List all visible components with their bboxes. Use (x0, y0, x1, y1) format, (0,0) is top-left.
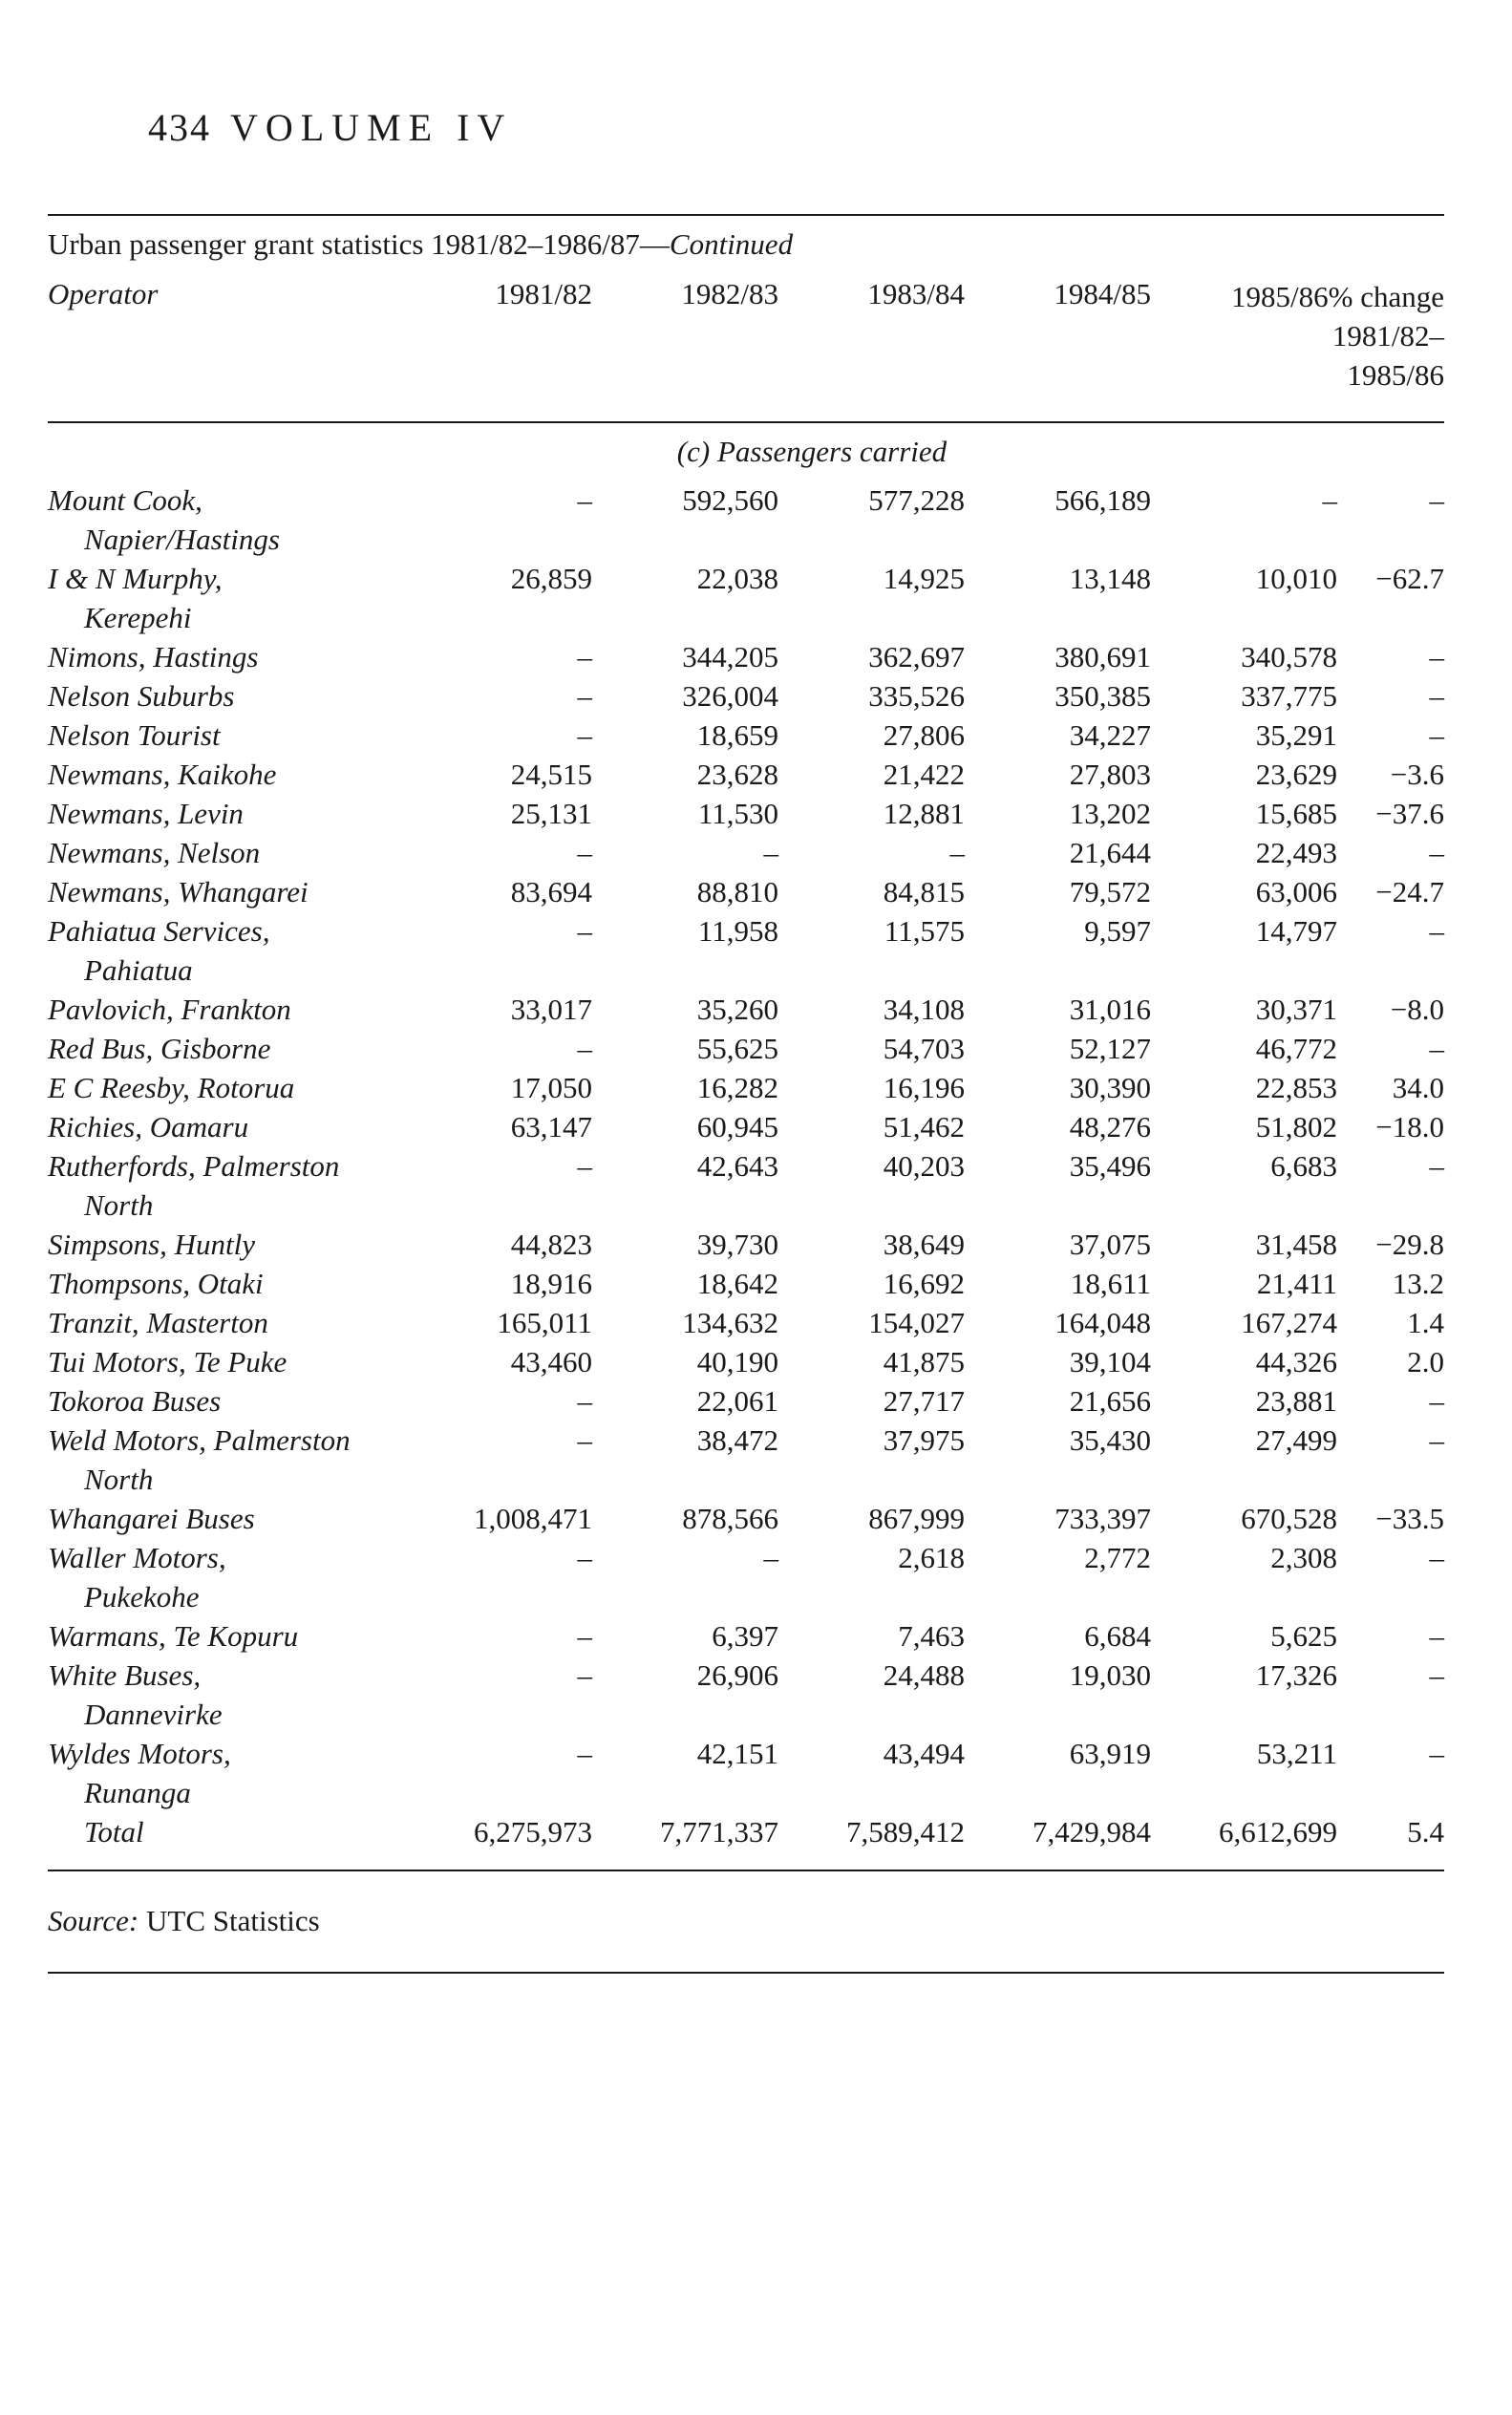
value-1983-84: 7,463 (898, 1619, 965, 1653)
value-change: 34.0 (1392, 1071, 1444, 1104)
value-change: 1.4 (1407, 1306, 1444, 1339)
value-1981-82: – (577, 679, 592, 713)
operator-name: Warmans, Te Kopuru (48, 1619, 299, 1653)
value-1982-83: 55,625 (696, 1032, 778, 1065)
value-1982-83: 22,038 (696, 562, 778, 595)
operator-cell (48, 1107, 430, 1146)
value-1983-84: 40,203 (883, 1149, 965, 1183)
value-1985-86: 23,881 (1255, 1384, 1337, 1418)
table-row (48, 755, 1444, 794)
operator-cell (48, 481, 430, 559)
value-change: −24.7 (1375, 875, 1444, 908)
value-1981-82: – (577, 640, 592, 673)
source-label: Source: (48, 1904, 139, 1937)
value-1985-86: 31,458 (1255, 1228, 1337, 1261)
value-change: −3.6 (1390, 758, 1444, 791)
operator-cell (48, 990, 430, 1029)
value-1985-86: 22,853 (1255, 1071, 1337, 1104)
value-change: – (1429, 1149, 1444, 1183)
value-1984-85: 52,127 (1069, 1032, 1151, 1065)
table-row (48, 1616, 1444, 1656)
operator-name: Tui Motors, Te Puke (48, 1345, 287, 1378)
value-1984-85: 63,919 (1069, 1737, 1151, 1770)
operator-cell (48, 1303, 430, 1342)
value-1983-84: 34,108 (883, 993, 965, 1026)
value-1982-83: 26,906 (696, 1658, 778, 1692)
value-1984-85: 7,429,984 (1033, 1815, 1151, 1849)
value-1982-83: 35,260 (696, 993, 778, 1026)
operator-name: Thompsons, Otaki (48, 1267, 264, 1300)
value-1984-85: 31,016 (1069, 993, 1151, 1026)
value-1981-82: 24,515 (510, 758, 592, 791)
operator-name: Tranzit, Masterton (48, 1306, 268, 1339)
value-1982-83: 60,945 (696, 1110, 778, 1143)
operator-cell (48, 1068, 430, 1107)
value-1985-86: 167,274 (1241, 1306, 1337, 1339)
value-1985-86: 10,010 (1255, 562, 1337, 595)
bottom-rule (48, 1870, 1444, 1871)
operator-name: Weld Motors, Palmerston (48, 1423, 351, 1457)
value-1984-85: 37,075 (1069, 1228, 1151, 1261)
value-1983-84: 2,618 (898, 1541, 965, 1574)
value-1985-86: 53,211 (1256, 1737, 1337, 1770)
operator-name: Nimons, Hastings (48, 640, 259, 673)
value-1983-84: 21,422 (883, 758, 965, 791)
value-1984-85: 566,189 (1054, 483, 1151, 517)
value-1985-86: 5,625 (1270, 1619, 1337, 1653)
header-rule (48, 421, 1444, 423)
value-1983-84: – (949, 836, 965, 869)
value-1985-86: 340,578 (1241, 640, 1337, 673)
value-1984-85: 35,430 (1069, 1423, 1151, 1457)
value-1981-82: – (577, 1658, 592, 1692)
value-1981-82: – (577, 1541, 592, 1574)
value-1981-82: 18,916 (510, 1267, 592, 1300)
operator-cell (48, 1264, 430, 1303)
table-row (48, 1225, 1444, 1264)
value-1985-86: 27,499 (1255, 1423, 1337, 1457)
operator-cell (48, 1538, 430, 1616)
value-1982-83: 878,566 (682, 1502, 778, 1535)
value-1983-84: 24,488 (883, 1658, 965, 1692)
value-1982-83: 6,397 (712, 1619, 778, 1653)
table-row (48, 559, 1444, 637)
table-row (48, 1734, 1444, 1812)
value-change: – (1429, 679, 1444, 713)
section-label: (c) Passengers carried (676, 435, 948, 468)
value-1985-86: 35,291 (1255, 718, 1337, 752)
value-1985-86: 46,772 (1255, 1032, 1337, 1065)
operator-name: Pahiatua Services, (48, 914, 270, 948)
value-1981-82: – (577, 1737, 592, 1770)
value-1985-86: – (1322, 483, 1337, 517)
value-1983-84: 154,027 (868, 1306, 965, 1339)
value-1984-85: 34,227 (1069, 718, 1151, 752)
value-change: – (1429, 1619, 1444, 1653)
value-1981-82: 83,694 (510, 875, 592, 908)
operator-cell (48, 1029, 430, 1068)
value-change: 13.2 (1392, 1267, 1444, 1300)
value-1981-82: – (577, 483, 592, 517)
value-1981-82: – (577, 1619, 592, 1653)
value-1984-85: 79,572 (1069, 875, 1151, 908)
value-1981-82: – (577, 718, 592, 752)
source-text: UTC Statistics (146, 1904, 320, 1937)
operator-location: Dannevirke (84, 1698, 223, 1731)
value-1982-83: 592,560 (682, 483, 778, 517)
value-1982-83: – (763, 836, 778, 869)
table-row (48, 794, 1444, 833)
value-1983-84: 11,575 (884, 914, 965, 948)
value-1984-85: 164,048 (1054, 1306, 1151, 1339)
value-1985-86: 17,326 (1255, 1658, 1337, 1692)
value-1983-84: 867,999 (868, 1502, 965, 1535)
total-row (48, 1812, 1444, 1851)
value-1981-82: – (577, 836, 592, 869)
col-head-1985-86-change: 1985/86% change 1981/82– 1985/86 (1231, 280, 1444, 392)
table-row (48, 1499, 1444, 1538)
operator-location: Pukekohe (84, 1580, 200, 1614)
value-1983-84: 41,875 (883, 1345, 965, 1378)
operator-name: Mount Cook, (48, 483, 202, 517)
value-1981-82: – (577, 1149, 592, 1183)
table-row (48, 911, 1444, 990)
value-1982-83: – (763, 1541, 778, 1574)
table-body (48, 481, 1444, 1851)
value-change: – (1429, 1384, 1444, 1418)
operator-cell (48, 794, 430, 833)
value-1982-83: 38,472 (696, 1423, 778, 1457)
value-1984-85: 27,803 (1069, 758, 1151, 791)
value-1981-82: 63,147 (510, 1110, 592, 1143)
operator-cell (48, 1812, 430, 1851)
operator-cell (48, 716, 430, 755)
value-1984-85: 733,397 (1054, 1502, 1151, 1535)
operator-cell (48, 1225, 430, 1264)
operator-name: E C Reesby, Rotorua (48, 1071, 295, 1104)
operator-location: Kerepehi (84, 601, 192, 634)
value-1983-84: 51,462 (883, 1110, 965, 1143)
operator-cell (48, 637, 430, 676)
value-change: – (1429, 483, 1444, 517)
operator-name: Wyldes Motors, (48, 1737, 231, 1770)
value-1981-82: 43,460 (510, 1345, 592, 1378)
caption-continued: Continued (669, 227, 794, 261)
operator-name: Pavlovich, Frankton (48, 993, 291, 1026)
table-row (48, 1656, 1444, 1734)
value-1982-83: 11,958 (697, 914, 778, 948)
col-head-operator: Operator (48, 277, 159, 310)
operator-name: I & N Murphy, (48, 562, 223, 595)
value-1984-85: 21,656 (1069, 1384, 1151, 1418)
footer-rule (48, 1972, 1444, 1974)
value-1983-84: 84,815 (883, 875, 965, 908)
value-1981-82: 1,008,471 (474, 1502, 592, 1535)
operator-name: Newmans, Kaikohe (48, 758, 277, 791)
value-change: – (1429, 836, 1444, 869)
value-1981-82: 165,011 (497, 1306, 592, 1339)
value-change: – (1429, 1737, 1444, 1770)
table-row (48, 833, 1444, 872)
value-1981-82: 26,859 (510, 562, 592, 595)
value-1983-84: 577,228 (868, 483, 965, 517)
value-1985-86: 6,683 (1270, 1149, 1337, 1183)
value-1985-86: 670,528 (1241, 1502, 1337, 1535)
value-change: – (1429, 718, 1444, 752)
operator-cell (48, 1499, 430, 1538)
value-1984-85: 13,148 (1069, 562, 1151, 595)
value-1985-86: 21,411 (1256, 1267, 1337, 1300)
table-row (48, 676, 1444, 716)
value-1982-83: 23,628 (696, 758, 778, 791)
operator-name: Newmans, Levin (48, 797, 244, 830)
operator-cell (48, 1421, 430, 1499)
value-1985-86: 15,685 (1255, 797, 1337, 830)
value-1983-84: 27,806 (883, 718, 965, 752)
table-row (48, 1421, 1444, 1499)
operator-cell (48, 911, 430, 990)
value-1982-83: 134,632 (682, 1306, 778, 1339)
operator-name: Newmans, Whangarei (48, 875, 309, 908)
operator-location: North (84, 1463, 154, 1496)
operator-name: Whangarei Buses (48, 1502, 255, 1535)
value-1984-85: 19,030 (1069, 1658, 1151, 1692)
value-1981-82: – (577, 1032, 592, 1065)
value-1985-86: 63,006 (1255, 875, 1337, 908)
value-1984-85: 35,496 (1069, 1149, 1151, 1183)
page-header (148, 105, 512, 150)
value-1984-85: 2,772 (1084, 1541, 1151, 1574)
operator-location: Napier/Hastings (84, 523, 280, 556)
operator-cell (48, 1146, 430, 1225)
value-1982-83: 11,530 (697, 797, 778, 830)
value-1982-83: 39,730 (696, 1228, 778, 1261)
data-table (48, 481, 1444, 1851)
value-1985-86: 2,308 (1270, 1541, 1337, 1574)
source-note (48, 1904, 320, 1938)
value-1985-86: 22,493 (1255, 836, 1337, 869)
table-row (48, 1029, 1444, 1068)
value-1982-83: 42,643 (696, 1149, 778, 1183)
value-1981-82: 33,017 (510, 993, 592, 1026)
value-1982-83: 42,151 (696, 1737, 778, 1770)
value-1983-84: 43,494 (883, 1737, 965, 1770)
value-change: −62.7 (1375, 562, 1444, 595)
table-row (48, 872, 1444, 911)
value-1982-83: 344,205 (682, 640, 778, 673)
top-rule (48, 214, 1444, 216)
value-1981-82: – (577, 1423, 592, 1457)
operator-name: Richies, Oamaru (48, 1110, 249, 1143)
value-1982-83: 40,190 (696, 1345, 778, 1378)
operator-name: Nelson Tourist (48, 718, 221, 752)
value-change: 2.0 (1407, 1345, 1444, 1378)
value-1984-85: 39,104 (1069, 1345, 1151, 1378)
value-1983-84: 16,196 (883, 1071, 965, 1104)
operator-cell (48, 1656, 430, 1734)
value-1985-86: 337,775 (1241, 679, 1337, 713)
page-number: 434 (148, 106, 211, 149)
col-head-1984-85: 1984/85 (1054, 277, 1151, 310)
value-change: 5.4 (1407, 1815, 1444, 1849)
value-1983-84: 14,925 (883, 562, 965, 595)
table-caption: Urban passenger grant statistics 1981/82–1986/87—Continued (48, 227, 794, 261)
value-1984-85: 21,644 (1069, 836, 1151, 869)
value-1981-82: – (577, 914, 592, 948)
operator-cell (48, 1381, 430, 1421)
table-row (48, 1068, 1444, 1107)
table-row (48, 1107, 1444, 1146)
value-1983-84: 7,589,412 (846, 1815, 965, 1849)
value-1984-85: 48,276 (1069, 1110, 1151, 1143)
value-change: −18.0 (1375, 1110, 1444, 1143)
value-1985-86: 44,326 (1255, 1345, 1337, 1378)
operator-name: Waller Motors, (48, 1541, 226, 1574)
value-change: −8.0 (1390, 993, 1444, 1026)
value-1985-86: 14,797 (1255, 914, 1337, 948)
value-1983-84: 38,649 (883, 1228, 965, 1261)
value-1984-85: 6,684 (1084, 1619, 1151, 1653)
operator-cell (48, 755, 430, 794)
operator-cell (48, 1616, 430, 1656)
value-1981-82: – (577, 1384, 592, 1418)
operator-cell (48, 676, 430, 716)
value-1982-83: 22,061 (696, 1384, 778, 1418)
col-head-1982-83: 1982/83 (681, 277, 778, 310)
value-1984-85: 18,611 (1070, 1267, 1151, 1300)
table-row (48, 1342, 1444, 1381)
table-row (48, 1264, 1444, 1303)
operator-name: Rutherfords, Palmerston (48, 1149, 340, 1183)
value-1981-82: 25,131 (510, 797, 592, 830)
value-1983-84: 54,703 (883, 1032, 965, 1065)
value-1983-84: 37,975 (883, 1423, 965, 1457)
value-1981-82: 17,050 (510, 1071, 592, 1104)
value-change: – (1429, 914, 1444, 948)
operator-name: Simpsons, Huntly (48, 1228, 255, 1261)
value-1984-85: 13,202 (1069, 797, 1151, 830)
value-1983-84: 27,717 (883, 1384, 965, 1418)
operator-name: Tokoroa Buses (48, 1384, 222, 1418)
operator-location: Runanga (84, 1776, 191, 1809)
operator-name: White Buses, (48, 1658, 202, 1692)
table-row (48, 637, 1444, 676)
value-1981-82: 6,275,973 (474, 1815, 592, 1849)
operator-name: Total (84, 1815, 144, 1849)
value-change: – (1429, 1541, 1444, 1574)
value-1982-83: 326,004 (682, 679, 778, 713)
value-1984-85: 30,390 (1069, 1071, 1151, 1104)
value-1982-83: 18,659 (696, 718, 778, 752)
value-1985-86: 51,802 (1255, 1110, 1337, 1143)
operator-location: North (84, 1188, 154, 1222)
value-1983-84: 16,692 (883, 1267, 965, 1300)
operator-cell (48, 833, 430, 872)
col-head-1981-82: 1981/82 (495, 277, 592, 310)
value-1981-82: 44,823 (510, 1228, 592, 1261)
value-1985-86: 30,371 (1255, 993, 1337, 1026)
value-1984-85: 9,597 (1084, 914, 1151, 948)
operator-cell (48, 872, 430, 911)
operator-location: Pahiatua (84, 953, 193, 987)
operator-name: Nelson Suburbs (48, 679, 235, 713)
value-1984-85: 350,385 (1054, 679, 1151, 713)
value-1982-83: 18,642 (696, 1267, 778, 1300)
value-1985-86: 23,629 (1255, 758, 1337, 791)
value-change: – (1429, 640, 1444, 673)
operator-name: Newmans, Nelson (48, 836, 261, 869)
value-1983-84: 335,526 (868, 679, 965, 713)
value-1983-84: 362,697 (868, 640, 965, 673)
value-change: −33.5 (1375, 1502, 1444, 1535)
value-1982-83: 88,810 (696, 875, 778, 908)
col-head-1983-84: 1983/84 (867, 277, 965, 310)
table-row (48, 1381, 1444, 1421)
table-row (48, 1146, 1444, 1225)
table-row (48, 716, 1444, 755)
value-change: −37.6 (1375, 797, 1444, 830)
value-1982-83: 16,282 (696, 1071, 778, 1104)
value-1985-86: 6,612,699 (1219, 1815, 1337, 1849)
running-title: VOLUME IV (230, 106, 513, 149)
value-1983-84: 12,881 (883, 797, 965, 830)
table-row (48, 481, 1444, 559)
operator-cell (48, 1342, 430, 1381)
value-change: – (1429, 1658, 1444, 1692)
table-row (48, 1303, 1444, 1342)
table-row (48, 1538, 1444, 1616)
value-change: −29.8 (1375, 1228, 1444, 1261)
value-1984-85: 380,691 (1054, 640, 1151, 673)
value-change: – (1429, 1423, 1444, 1457)
value-change: – (1429, 1032, 1444, 1065)
operator-cell (48, 1734, 430, 1812)
operator-cell (48, 559, 430, 637)
table-row (48, 990, 1444, 1029)
value-1982-83: 7,771,337 (660, 1815, 778, 1849)
operator-name: Red Bus, Gisborne (48, 1032, 271, 1065)
